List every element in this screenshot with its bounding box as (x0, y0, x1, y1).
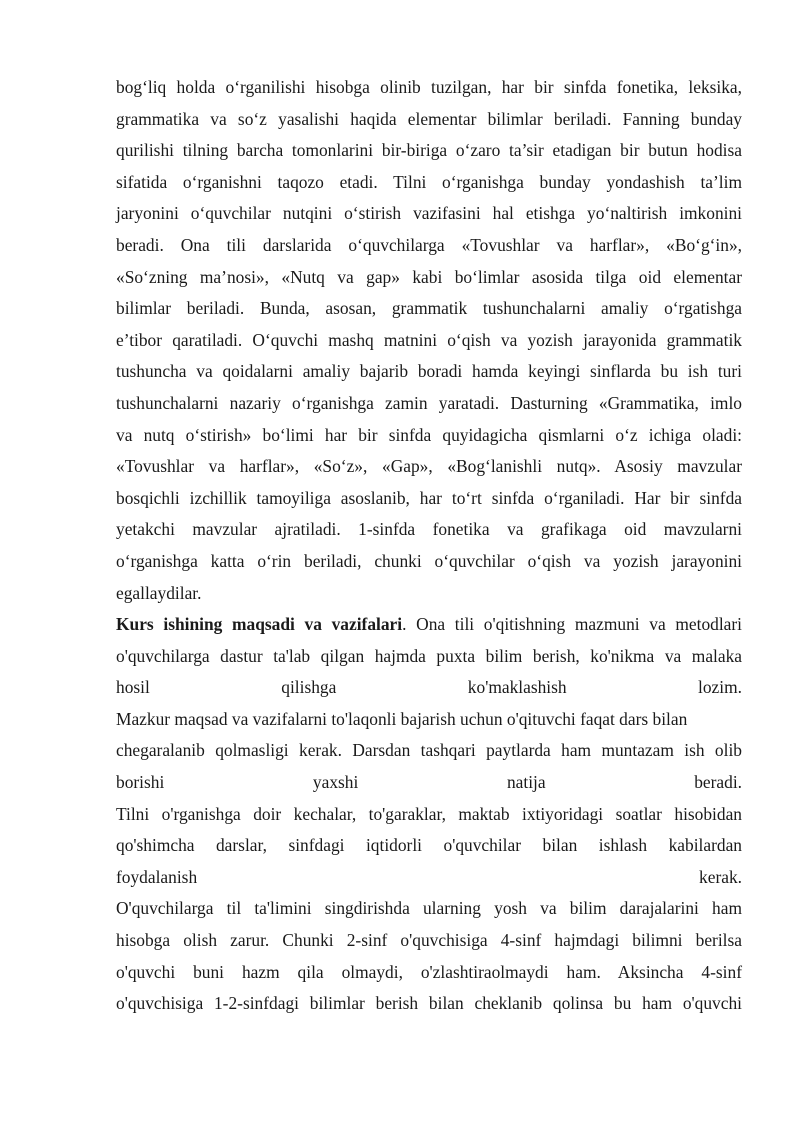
text-line: o‘rganishga katta o‘rin beriladi, chunki o‘quvchilar o‘qish va yozish jarayonini (116, 550, 742, 571)
text-line: o'quvchilarga dastur ta'lab qilgan hajmda puxta bilim berish, ko'nikma va malaka (116, 645, 742, 666)
text-line: «Tovushlar va harflar», «So‘z», «Gap», «Bog‘lanishli nutq». Asosiy mavzular (116, 456, 742, 477)
text-line: hosil qilishga ko'maklashish lozim. (116, 677, 742, 698)
text-line: chegaralanib qolmasligi kerak. Darsdan tashqari paytlarda ham muntazam ish olib (116, 740, 742, 761)
text-line: yetakchi mavzular ajratiladi. 1-sinfda fonetika va grafikaga oid mavzularni (116, 519, 742, 540)
text-line: borishi yaxshi natija beradi. (116, 772, 742, 793)
heading-continuation: . Ona tili o'qitishning mazmuni va metodlari (402, 614, 743, 635)
text-line: e’tibor qaratiladi. O‘quvchi mashq matnini o‘qish va yozish jarayonida grammatik (116, 329, 742, 350)
text-line: qo'shimcha darslar, sinfdagi iqtidorli o'quvchilar bilan ishlash kabilardan (116, 835, 742, 856)
text-line: jaryonini o‘quvchilar nutqini o‘stirish vazifasini hal etishga yo‘naltirish imkonini (116, 203, 742, 224)
text-line: qurilishi tilning barcha tomonlarini bir-biriga o‘zaro ta’sir etadigan bir butun hodisa (116, 140, 742, 161)
text-line: bog‘liq holda o‘rganilishi hisobga olinib tuzilgan, har bir sinfda fonetika, leksika, (116, 77, 742, 97)
document-body (116, 72, 742, 1020)
text-line: beradi. Ona tili darslarida o‘quvchilarga «Tovushlar va harflar», «Bo‘g‘in», (116, 234, 742, 255)
text-line: grammatika va so‘z yasalishi haqida elementar bilimlar beriladi. Fanning bunday (116, 108, 742, 129)
text-line: bilimlar beriladi. Bunda, asosan, grammatik tushunchalarni amaliy o‘rgatishga (116, 298, 742, 319)
section-heading-line (116, 609, 742, 641)
text-line: o'quvchi buni hazm qila olmaydi, o'zlashtiraolmaydi ham. Aksincha 4-sinf (116, 961, 742, 982)
text-line: o'quvchisiga 1-2-sinfdagi bilimlar berish bilan cheklanib qolinsa bu ham o'quvchi (116, 993, 742, 1014)
text-line: bosqichli izchillik tamoyiliga asoslanib, har to‘rt sinfda o‘rganiladi. Har bir sinfda (116, 487, 742, 508)
text-line: tushuncha va qoidalarni amaliy bajarib boradi hamda keyingi sinflarda bu ish turi (116, 361, 742, 382)
text-line: foydalanish kerak. (116, 866, 742, 887)
text-line: Mazkur maqsad va vazifalarni to'laqonli bajarish uchun o'qituvchi faqat dars bilan (116, 708, 688, 729)
text-line: Tilni o'rganishga doir kechalar, to'garaklar, maktab ixtiyoridagi soatlar hisobidan (116, 803, 742, 824)
text-line: tushunchalarni nazariy o‘rganishga zamin yaratadi. Dasturning «Grammatika, imlo (116, 392, 742, 413)
text-line: va nutq o‘stirish» bo‘limi har bir sinfda quyidagicha qismlarni o‘z ichiga oladi: (116, 424, 742, 445)
section-heading: Kurs ishining maqsadi va vazifalari (116, 614, 403, 635)
text-line: hisobga olish zarur. Chunki 2-sinf o'quvchisiga 4-sinf hajmdagi bilimni berilsa (116, 930, 742, 951)
text-line: «So‘zning ma’nosi», «Nutq va gap» kabi bo‘limlar asosida tilga oid elementar (116, 266, 742, 287)
text-line: O'quvchilarga til ta'limini singdirishda ularning yosh va bilim darajalarini ham (116, 898, 742, 919)
text-line: sifatida o‘rganishni taqozo etadi. Tilni o‘rganishga bunday yondashish ta’lim (116, 171, 742, 192)
text-line: egallaydilar. (116, 582, 202, 603)
